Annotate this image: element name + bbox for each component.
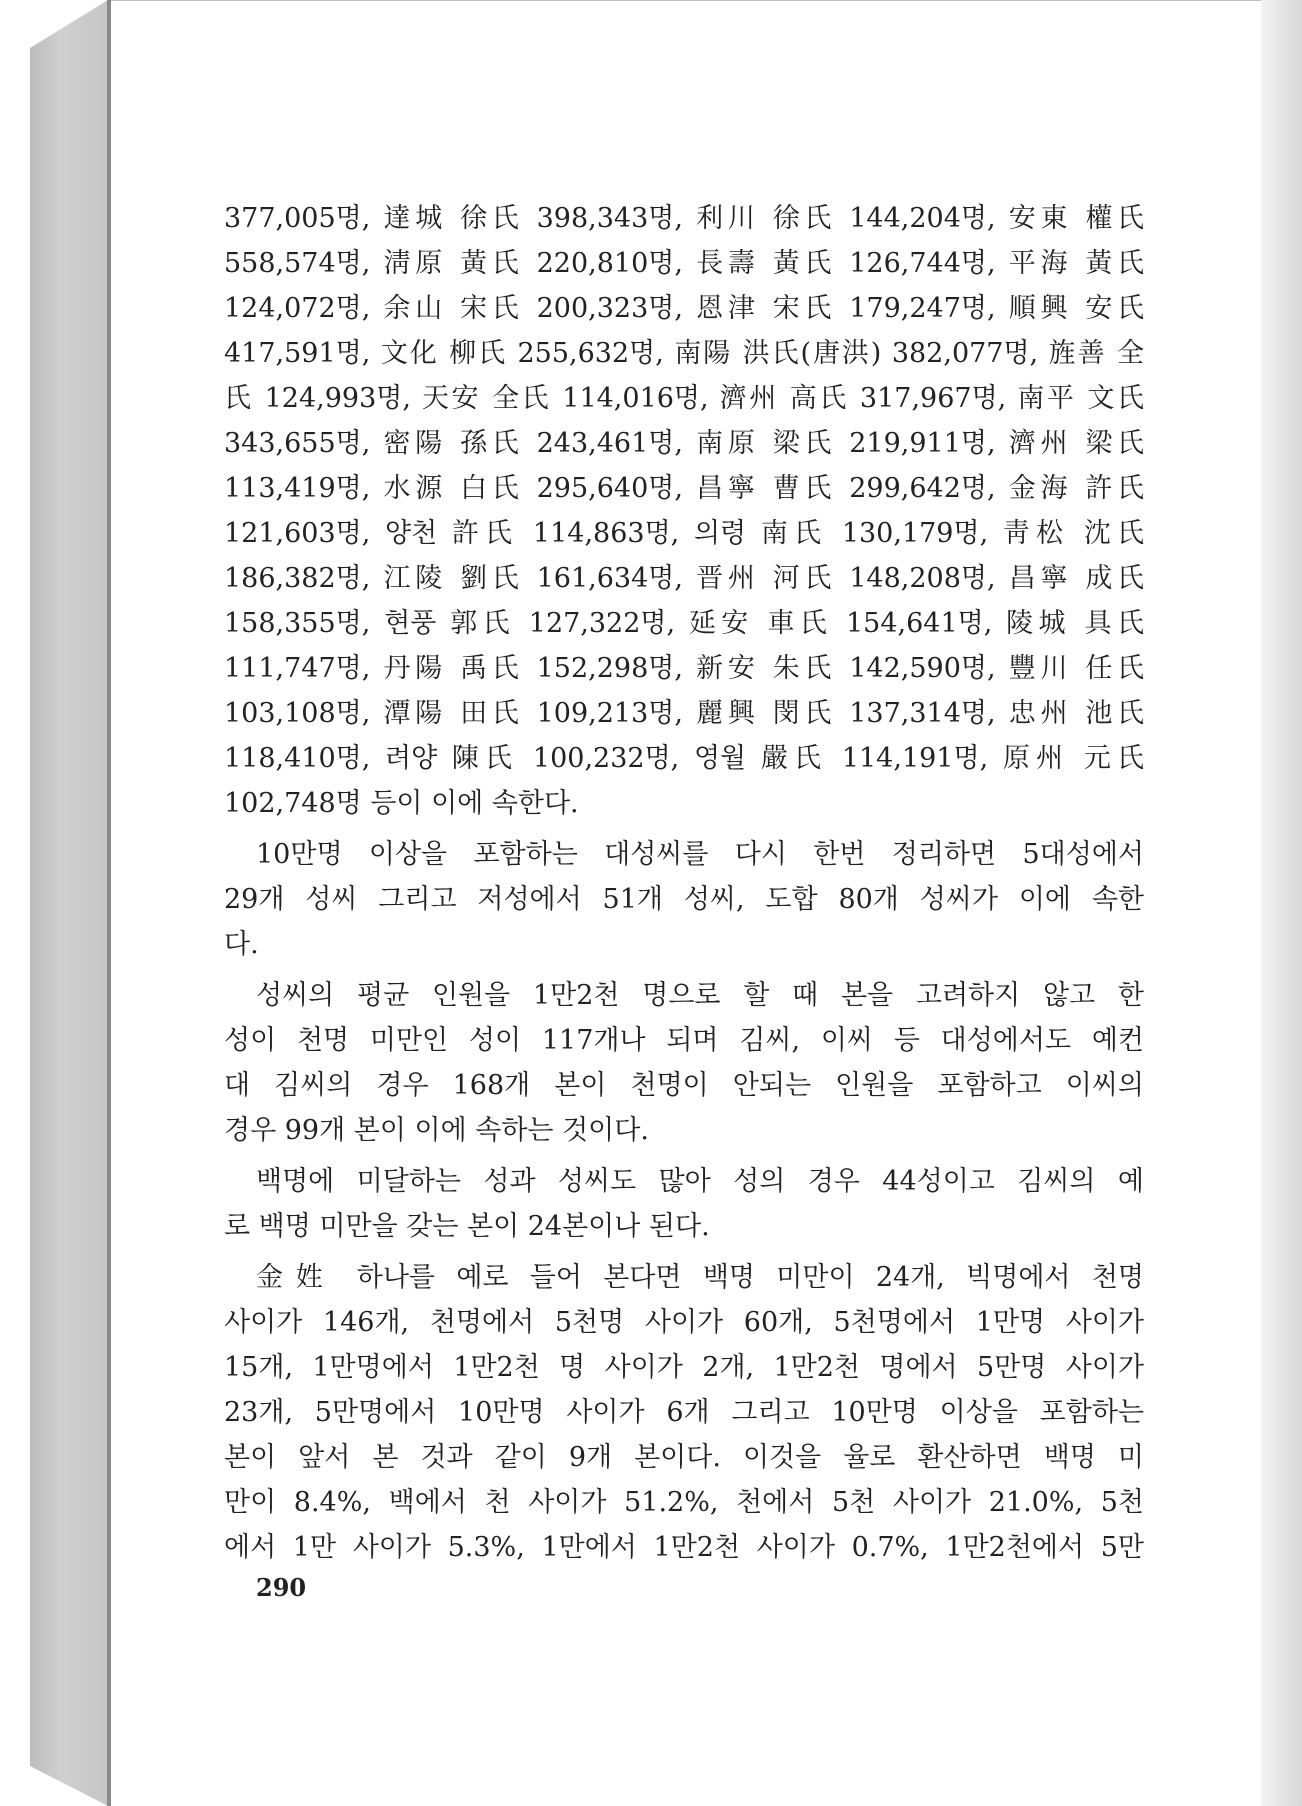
page-edge-shadow [1261,0,1302,1806]
text-line: 121,603명, 양천 許氏 114,863명, 의령 南氏 130,179명, 靑松 沈氏 [224,518,1144,549]
book-spine [30,0,108,1806]
text-line: 186,382명, 江陵 劉氏 161,634명, 晋州 河氏 148,208명, 昌寧 成氏 [224,563,1144,594]
text-line: 102,748명 등이 이에 속한다. [224,788,579,819]
page-number: 290 [256,1573,307,1602]
text-line: 15개, 1만명에서 1만2천 명 사이가 2개, 1만2천 명에서 5만명 사이가 [224,1352,1144,1383]
text-line: 氏 124,993명, 天安 全氏 114,016명, 濟州 高氏 317,967명, 南平 文氏 [224,383,1144,414]
text-line: 경우 99개 본이 이에 속하는 것이다. [224,1115,649,1146]
text-line: 로 백명 미만을 갖는 본이 24본이나 된다. [224,1211,710,1242]
text-line: 158,355명, 현풍 郭氏 127,322명, 延安 車氏 154,641명, 陵城 具氏 [224,608,1144,639]
text-line: 만이 8.4%, 백에서 천 사이가 51.2%, 천에서 5천 사이가 21.0%, 5천 [224,1487,1144,1518]
text-line: 본이 앞서 본 것과 같이 9개 본이다. 이것을 율로 환산하면 백명 미 [224,1442,1144,1473]
text-line: 417,591명, 文化 柳氏 255,632명, 南陽 洪氏(唐洪) 382,077명, 旌善 全 [224,338,1144,369]
paragraph-start-line: 성씨의 평균 인원을 1만2천 명으로 할 때 본을 고려하지 않고 한 [256,980,1144,1011]
text-line: 343,655명, 密陽 孫氏 243,461명, 南原 梁氏 219,911명, 濟州 梁氏 [224,428,1144,459]
paragraph-start-line: 10만명 이상을 포함하는 대성씨를 다시 한번 정리하면 5대성에서 [256,839,1144,870]
text-line: 성이 천명 미만인 성이 117개나 되며 김씨, 이씨 등 대성에서도 예컨 [224,1025,1144,1056]
paragraph-start-line: 백명에 미달하는 성과 성씨도 많아 성의 경우 44성이고 김씨의 예 [256,1166,1144,1197]
text-line: 23개, 5만명에서 10만명 사이가 6개 그리고 10만명 이상을 포함하는 [224,1397,1144,1428]
text-line: 124,072명, 余山 宋氏 200,323명, 恩津 宋氏 179,247명, 順興 安氏 [224,293,1144,324]
text-line: 사이가 146개, 천명에서 5천명 사이가 60개, 5천명에서 1만명 사이가 [224,1307,1144,1338]
text-line: 113,419명, 水源 白氏 295,640명, 昌寧 曹氏 299,642명, 金海 許氏 [224,473,1144,504]
text-line: 118,410명, 려양 陳氏 100,232명, 영월 嚴氏 114,191명, 原州 元氏 [224,743,1144,774]
text-line: 377,005명, 達城 徐氏 398,343명, 利川 徐氏 144,204명, 安東 權氏 [224,203,1144,234]
paragraph-start-line: 金姓 하나를 예로 들어 본다면 백명 미만이 24개, 빅명에서 천명 [256,1262,1144,1293]
text-line: 558,574명, 淸原 黃氏 220,810명, 長壽 黃氏 126,744명, 平海 黃氏 [224,248,1144,279]
text-line: 103,108명, 潭陽 田氏 109,213명, 麗興 閔氏 137,314명, 忠州 池氏 [224,698,1144,729]
text-line: 29개 성씨 그리고 저성에서 51개 성씨, 도합 80개 성씨가 이에 속한 [224,884,1144,915]
page-body-text [224,196,1144,1570]
text-line: 111,747명, 丹陽 禹氏 152,298명, 新安 朱氏 142,590명, 豐川 任氏 [224,653,1144,684]
text-line: 대 김씨의 경우 168개 본이 천명이 안되는 인원을 포함하고 이씨의 [224,1070,1144,1101]
text-line: 에서 1만 사이가 5.3%, 1만에서 1만2천 사이가 0.7%, 1만2천에서 5만 [224,1532,1144,1563]
text-line: 다. [224,929,259,960]
